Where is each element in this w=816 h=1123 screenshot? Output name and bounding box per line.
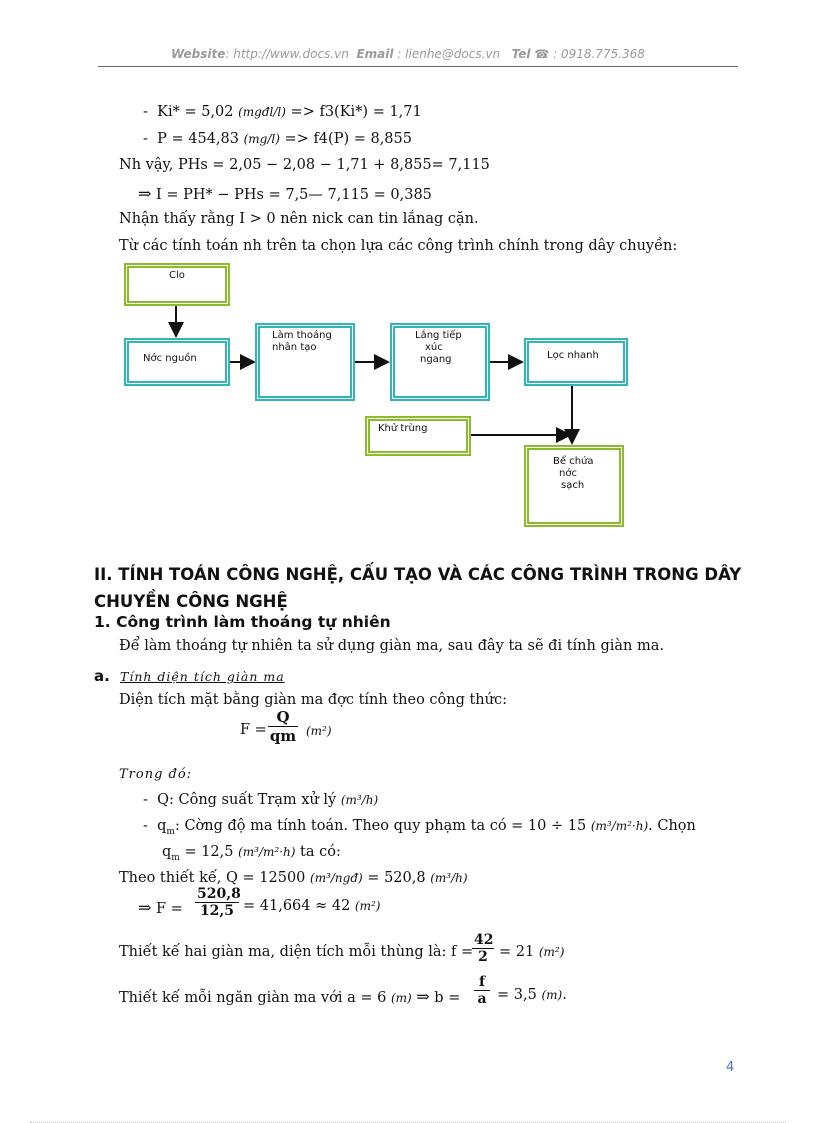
- lam-thoang-label-2: nhân tạo: [272, 342, 317, 353]
- ki-text: Ki* = 5,02: [157, 104, 239, 120]
- be-chua-box: [524, 445, 624, 527]
- qm-choice-subscript: m: [171, 852, 180, 863]
- q-definition: [143, 792, 378, 808]
- subsection-heading: 1. Công trình làm thoáng tự nhiên: [94, 613, 391, 631]
- dash-bullet: -: [143, 104, 158, 120]
- nuoc-nguon-box: [124, 338, 230, 386]
- sub-a-label: a.: [94, 667, 110, 685]
- two-unit: (m²): [538, 945, 565, 959]
- loc-nhanh-box: [524, 338, 628, 386]
- each-b: b =: [429, 990, 461, 1006]
- qm-choose: . Chọn: [648, 818, 696, 834]
- two-line: Thiết kế hai giàn ma, diện tích mỗi thùng là: f =: [119, 944, 474, 960]
- qm-subscript: m: [166, 826, 175, 837]
- q-def-unit: (m³/h): [340, 793, 379, 807]
- fraction-denominator: 12,5: [199, 903, 235, 919]
- trong-do-label: Trong đó:: [119, 767, 193, 782]
- qm-choice-value: = 12,5: [179, 844, 239, 860]
- fraction-denominator: 2: [478, 949, 488, 965]
- ki-unit: (mgđl/l): [238, 105, 286, 119]
- lang-label-3: ngang: [420, 354, 452, 365]
- q-def-text: Q: Công suất Trạm xử lý: [157, 792, 341, 808]
- two-result: [499, 944, 564, 960]
- note-line-1: Nhận thấy rằng I > 0 nên nick can tin lắnag cặn.: [119, 211, 479, 227]
- implies-arrow-icon: ⇒: [416, 987, 430, 1006]
- fraction-520-125: [195, 886, 239, 919]
- website-label: Website: [171, 47, 226, 61]
- f2-rhs: = 41,664 ≈ 42: [243, 898, 355, 914]
- be-chua-label-3: sạch: [561, 480, 585, 491]
- khu-trung-label: Khử trùng: [378, 423, 428, 434]
- each-text: Thiết kế mỗi ngăn giàn ma với a = 6: [119, 990, 391, 1006]
- formula-f-unit: (m²): [306, 724, 332, 738]
- lang-box: [390, 323, 490, 401]
- intro-text: Để làm thoáng tự nhiên ta sử dụng giàn ma, sau đây ta sẽ đi tính giàn ma.: [119, 638, 664, 654]
- fraction-numerator: f: [474, 974, 490, 991]
- tel-label: Tel: [511, 47, 531, 61]
- design-line: [119, 870, 468, 886]
- qm-choice-symbol: q: [162, 844, 172, 860]
- i-calc: I = PH* − PHs = 7,5— 7,115 = 0,385: [156, 187, 432, 203]
- qm-definition: [143, 818, 696, 837]
- design-unit-1: (m³/ngđ): [310, 871, 363, 885]
- phone-icon: ☎: [534, 47, 550, 61]
- phs-line: Nh vậy, PHs = 2,05 − 2,08 − 1,71 + 8,855= 7,115: [119, 157, 490, 173]
- implies-arrow-icon: ⇒: [138, 898, 152, 917]
- fraction-numerator: 42: [474, 932, 494, 948]
- f2-lhs: F =: [156, 901, 183, 917]
- note-line-2: Từ các tính toán nh trên ta chọn lựa các công trình chính trong dây chuyền:: [119, 238, 678, 254]
- f2-result: [243, 898, 380, 914]
- dash-bullet: -: [143, 792, 158, 808]
- qm-choice-end: ta có:: [295, 844, 341, 860]
- sub-a-title: Tính diện tích giàn ma: [120, 669, 285, 684]
- fraction-f-a: [474, 974, 490, 1007]
- fraction-42-2: [472, 932, 494, 965]
- lang-label-2: xúc: [425, 342, 443, 353]
- ki-result: => f3(Ki*) = 1,71: [285, 104, 422, 120]
- fraction-q-qm: [268, 708, 298, 745]
- implies-arrow-icon: ⇒: [138, 184, 152, 203]
- each-end: .: [562, 987, 567, 1003]
- page-number: 4: [726, 1060, 735, 1075]
- design-unit-2: (m³/h): [430, 871, 468, 885]
- tel-value: : 0918.775.368: [549, 47, 645, 61]
- lam-thoang-box: [255, 323, 355, 401]
- f2-line: [138, 898, 183, 917]
- p-unit: (mg/l): [243, 132, 280, 146]
- qm-def-text: : Cờng độ ma tính toán. Theo quy phạm ta có = 10 ÷ 15: [174, 818, 591, 834]
- each-unit-2: (m): [541, 988, 563, 1002]
- email-value: : lienhe@docs.vn: [393, 47, 501, 61]
- sub-a-heading: [94, 666, 285, 685]
- qm-unit: (m³/m²·h): [590, 819, 649, 833]
- section-heading-line-2: CHUYỀN CÔNG NGHỆ: [94, 592, 288, 611]
- clo-label: Clo: [169, 270, 185, 281]
- formula-f-lhs: F =: [240, 722, 267, 738]
- website-value: : http://www.docs.vn: [225, 47, 349, 61]
- be-chua-label-2: nớc: [559, 468, 577, 479]
- qm-symbol: q: [157, 818, 167, 834]
- fraction-numerator: Q: [268, 708, 298, 727]
- qm-choice-unit: (m³/m²·h): [238, 845, 296, 859]
- p-result: => f4(P) = 8,855: [279, 131, 412, 147]
- section-heading-line-1: II. TÍNH TOÁN CÔNG NGHỆ, CẤU TẠO VÀ CÁC CÔNG TRÌNH TRONG DÂY: [94, 565, 742, 584]
- each-unit-1: (m): [390, 991, 412, 1005]
- p-text: P = 454,83: [157, 131, 244, 147]
- qm-choice: [162, 844, 341, 863]
- dash-bullet: -: [143, 818, 158, 834]
- khu-trung-box: [365, 416, 471, 456]
- fraction-denominator: a: [477, 991, 487, 1007]
- lam-thoang-label-1: Làm thoáng: [272, 330, 332, 341]
- dash-bullet: -: [143, 131, 158, 147]
- fraction-denominator: qm: [269, 727, 297, 745]
- f2-unit: (m²): [354, 899, 381, 913]
- be-chua-label-1: Bể chứa: [553, 456, 594, 467]
- lang-label-1: Lắng tiếp: [415, 330, 462, 341]
- loc-nhanh-label: Lọc nhanh: [547, 350, 599, 361]
- clo-box: [124, 263, 230, 306]
- each-rhs: = 3,5: [497, 987, 542, 1003]
- design-value: = 520,8: [362, 870, 431, 886]
- design-text: Theo thiết kế, Q = 12500: [119, 870, 311, 886]
- email-label: Email: [356, 47, 394, 61]
- each-line: [119, 987, 460, 1006]
- fraction-numerator: 520,8: [197, 886, 241, 902]
- area-text: Diện tích mặt bằng giàn ma đợc tính theo công thức:: [119, 692, 507, 708]
- each-result: [497, 987, 567, 1003]
- nuoc-nguon-label: Nớc nguồn: [143, 353, 197, 364]
- two-rhs: = 21: [499, 944, 539, 960]
